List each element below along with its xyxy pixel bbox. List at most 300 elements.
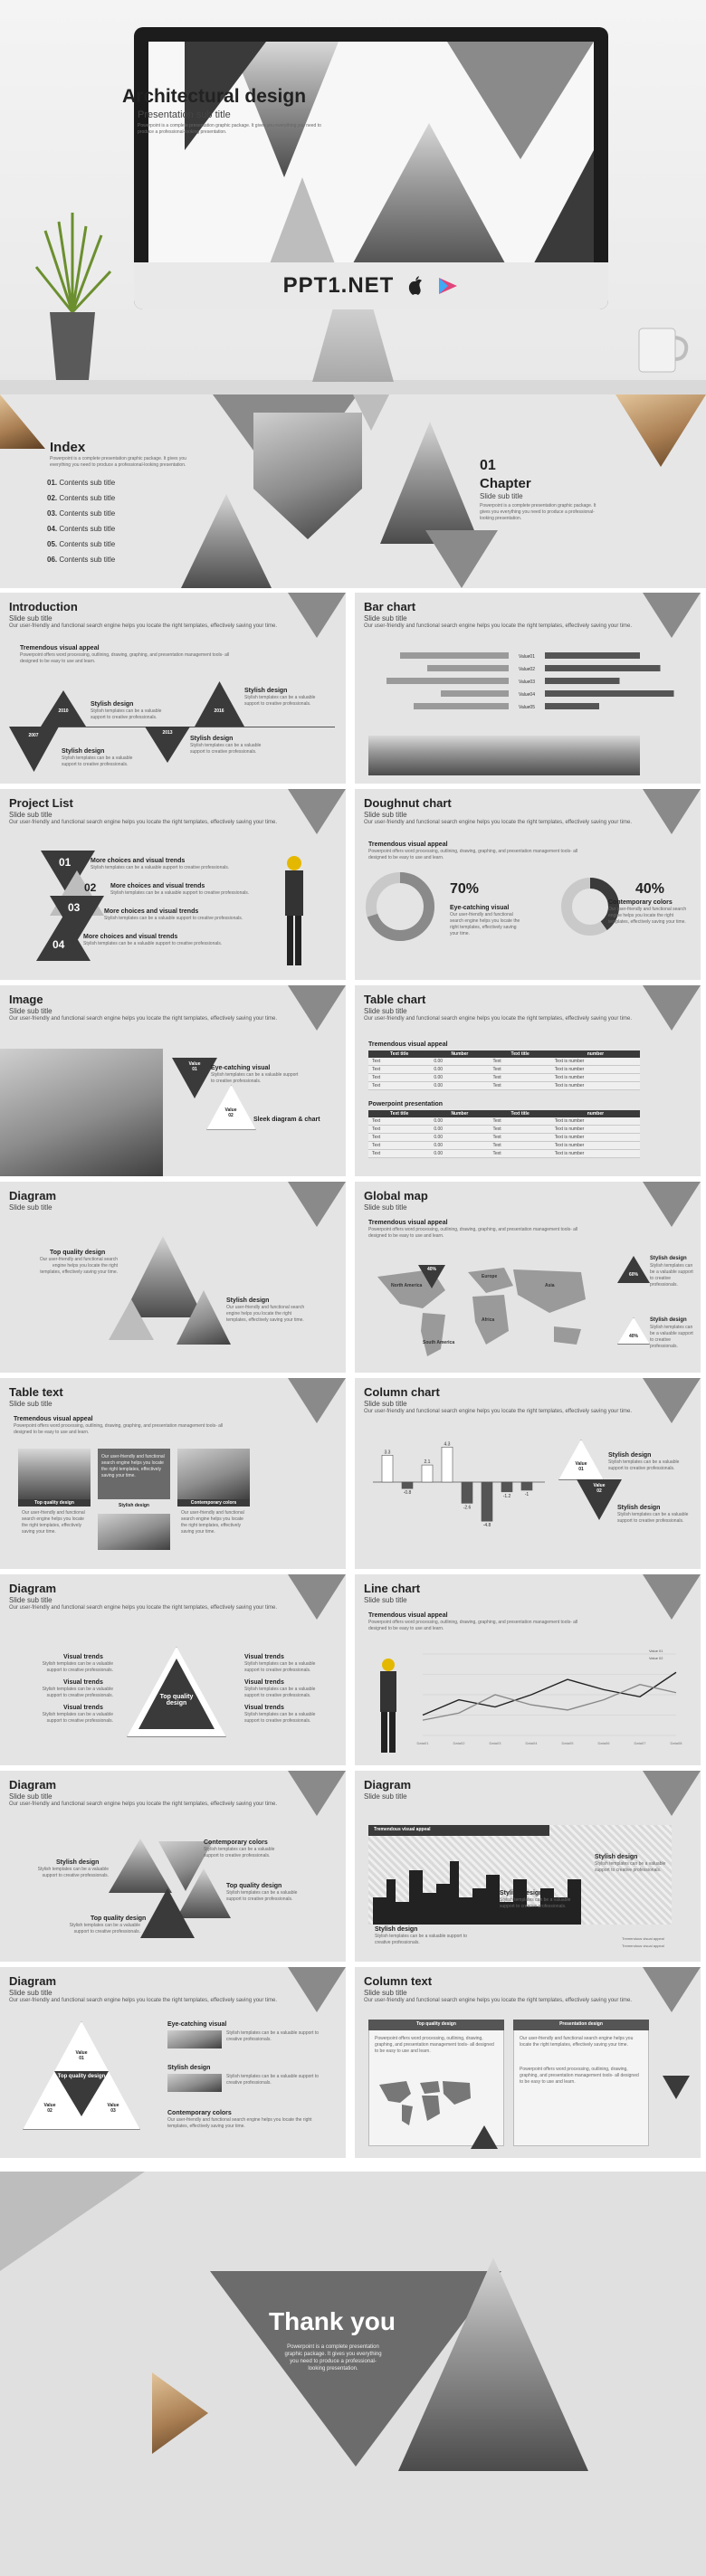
- slide-subtitle: Slide sub title: [364, 614, 407, 623]
- column-text-h1: Top quality design: [416, 2021, 456, 2027]
- bar-right: [545, 690, 674, 697]
- diagram2-right-3-body: Stylish templates can be a valuable support to creative professionals.: [244, 1712, 316, 1724]
- index-item-5[interactable]: [47, 540, 115, 548]
- index-item-6[interactable]: [47, 556, 115, 564]
- index-tagline: Powerpoint is a complete presentation graphic package. It gives you everything you need to produce a professional-looking presentation.: [50, 456, 186, 468]
- bar-category-label: Value01: [519, 654, 535, 660]
- slide-corner-triangle: [288, 1574, 346, 1620]
- line-x-tick: Data02: [453, 1741, 465, 1745]
- map-marker-2: [617, 1317, 650, 1345]
- slide-global-map: [355, 1182, 701, 1373]
- line-x-tick: Data01: [416, 1741, 429, 1745]
- hero-brand-bar: [134, 262, 608, 309]
- project-num-4: 04: [52, 938, 65, 951]
- column-h2: Stylish design: [617, 1505, 661, 1511]
- index-photo-city: [181, 494, 272, 588]
- index-num: 03.: [47, 509, 58, 518]
- table-row: [368, 1058, 640, 1066]
- slide-index: [0, 394, 706, 588]
- slide-title: Diagram: [9, 1189, 57, 1202]
- project-item-3-body: Stylish templates can be a valuable support to creative professionals.: [104, 916, 243, 921]
- year-2016: 2016: [214, 708, 224, 714]
- index-item-4[interactable]: [47, 525, 115, 533]
- table-text-cell-1-body: Our user-friendly and functional search engine helps you locate the right templates, effectively saving your time.: [22, 1510, 85, 1535]
- plant-icon: [27, 204, 118, 385]
- slide-column-chart: [355, 1378, 701, 1569]
- diagram5-value-2: Value 02: [43, 2103, 56, 2114]
- slide-subtitle: Slide sub title: [364, 1596, 407, 1604]
- table-cell: Text is number: [551, 1126, 640, 1134]
- hero-banner: [0, 0, 706, 394]
- diagram5-photo-strip-2: [167, 2074, 222, 2092]
- slide-corner-triangle: [643, 789, 701, 834]
- table-header-cell: Text title: [368, 1050, 430, 1058]
- diagram5-item-1-body: Stylish templates can be a valuable support to creative professionals.: [226, 2030, 320, 2042]
- diagram2-right-3: Visual trends: [244, 1705, 284, 1711]
- hero-gray-triangle: [447, 42, 594, 159]
- slide-subtitle: Slide sub title: [9, 1203, 52, 1212]
- project-item-1-body: Stylish templates can be a valuable support to creative professionals.: [91, 865, 230, 870]
- doughnut-percent: 40%: [635, 881, 665, 897]
- slide-subtitle: Slide sub title: [364, 1203, 407, 1212]
- table-row: [368, 1082, 640, 1090]
- column-h1: Stylish design: [608, 1452, 652, 1459]
- chapter-corner-photo: [615, 394, 706, 467]
- slide-desc: Our user-friendly and functional search engine helps you locate the right templates, effectively saving your time.: [364, 1409, 633, 1414]
- diagram2-right-1: Visual trends: [244, 1654, 284, 1660]
- index-label: Contents sub title: [59, 479, 116, 487]
- slide-title: Global map: [364, 1189, 428, 1202]
- map-percent-3: 40%: [628, 1334, 638, 1339]
- column-text-body-3: Powerpoint offers word processing, outlining, drawing, graphing, and presentation management tools- all designed to be easy to use and learn.: [520, 2067, 639, 2085]
- slide-introduction: [0, 593, 346, 784]
- diagram2-left-2-body: Stylish templates can be a valuable support to creative professionals.: [42, 1687, 113, 1698]
- table-row: [368, 1117, 640, 1126]
- bar-category-label: Value02: [519, 667, 535, 672]
- worker-figure-icon: [276, 852, 312, 970]
- diagram2-left-3: Visual trends: [63, 1705, 103, 1711]
- line-x-tick: Data05: [561, 1741, 574, 1745]
- hero-tagline: Powerpoint is a complete presentation graphic package. It gives you everything you need to produce a professional-looking presentation.: [138, 123, 321, 135]
- column-chart-svg: [368, 1428, 549, 1545]
- chapter-title: Chapter: [480, 476, 531, 491]
- project-item-4-body: Stylish templates can be a valuable support to creative professionals.: [83, 941, 223, 946]
- slide-subtitle: Slide sub title: [9, 1989, 52, 1997]
- diagram4-item-3-body: Stylish templates can be a valuable support to creative professionals.: [375, 1934, 468, 1945]
- timeline-triangle-2016: [195, 681, 244, 727]
- region-north-america: North America: [391, 1283, 423, 1288]
- region-south-america: South America: [423, 1340, 455, 1345]
- slide-subtitle: Slide sub title: [364, 811, 407, 819]
- diagram4-item-1: Stylish design: [595, 1854, 638, 1860]
- column-value-2: Value 02: [593, 1483, 606, 1494]
- intro-body: Powerpoint offers word processing, outlining, drawing, graphing, and presentation management tools- all designed to be easy to use and learn.: [20, 652, 230, 664]
- diagram2-right-1-body: Stylish templates can be a valuable support to creative professionals.: [244, 1661, 316, 1673]
- image-h1: Eye-catching visual: [211, 1065, 271, 1071]
- map-percent-1: 40%: [426, 1267, 436, 1272]
- slide-desc: Our user-friendly and functional search engine helps you locate the right templates, effectively saving your time.: [364, 1998, 633, 2003]
- slide-subtitle: Slide sub title: [9, 1596, 52, 1604]
- slide-title: Image: [9, 993, 43, 1006]
- column-data-label: 3.3: [384, 1450, 391, 1456]
- index-num: 06.: [47, 556, 58, 564]
- project-item-2: More choices and visual trends: [110, 883, 205, 889]
- table-text-photo-1: [18, 1449, 91, 1499]
- table-cell: Text: [489, 1066, 550, 1074]
- column-bar: [442, 1447, 453, 1482]
- slide-table-chart: [355, 985, 701, 1176]
- brand-name: PPT1.NET: [282, 273, 395, 298]
- column-text-h2: Presentation design: [559, 2021, 603, 2027]
- hero-title: Architectural design: [122, 86, 307, 107]
- image-value-2: Value 02: [224, 1107, 237, 1118]
- bar-left: [400, 652, 509, 659]
- slide-title: Doughnut chart: [364, 796, 452, 810]
- hero-light-triangle: [266, 177, 339, 273]
- table-row: [368, 1142, 640, 1150]
- table-text-cell-3-label: Contemporary colors: [190, 1500, 237, 1506]
- index-num: 05.: [47, 540, 58, 548]
- index-label: Contents sub title: [59, 525, 116, 533]
- slide-desc: Our user-friendly and functional search engine helps you locate the right templates, effectively saving your time.: [9, 820, 278, 825]
- chapter-subtitle: Slide sub title: [480, 492, 523, 500]
- column-data-label: -1.2: [502, 1493, 511, 1499]
- region-europe: Europe: [482, 1274, 498, 1279]
- project-item-3: More choices and visual trends: [104, 908, 199, 915]
- slide-title: Project List: [9, 796, 73, 810]
- table-heading-2: Powerpoint presentation: [368, 1101, 444, 1107]
- slide-corner-triangle: [643, 1967, 701, 2012]
- slide-desc: Our user-friendly and functional search engine helps you locate the right templates, effectively saving your time.: [9, 1605, 278, 1611]
- table-cell: Text: [368, 1126, 430, 1134]
- slide-diagram-5: [0, 1967, 346, 2158]
- slide-title: Introduction: [9, 600, 78, 613]
- doughnut-left-body: Our user-friendly and functional search engine helps you locate the right templates, effectively saving your time.: [450, 912, 520, 936]
- slide-corner-triangle: [643, 593, 701, 638]
- slide-corner-triangle: [288, 985, 346, 1031]
- index-num: 01.: [47, 479, 58, 487]
- table-cell: Text: [368, 1134, 430, 1142]
- table-heading-1: Tremendous visual appeal: [368, 1041, 448, 1048]
- table-cell: Text: [489, 1117, 550, 1126]
- diagram2-right-2-body: Stylish templates can be a valuable support to creative professionals.: [244, 1687, 316, 1698]
- diagram5-item-3-body: Our user-friendly and functional search engine helps you locate the right templates, effectively saving your time.: [167, 2117, 312, 2129]
- year-2007: 2007: [28, 733, 39, 738]
- slide-subtitle: Slide sub title: [364, 1400, 407, 1408]
- image-value-1: Value 01: [188, 1061, 201, 1072]
- table-cell: 0.00: [430, 1066, 489, 1074]
- diagram4-legend-2: Tremendous visual appeal: [622, 1944, 664, 1948]
- table-cell: Text: [368, 1142, 430, 1150]
- table-cell: Text: [368, 1066, 430, 1074]
- chapter-photo: [380, 422, 480, 544]
- diagram4-item-3: Stylish design: [375, 1926, 418, 1933]
- bar-left: [386, 678, 509, 684]
- table-cell: Text: [489, 1150, 550, 1158]
- diagram1-h1: Top quality design: [50, 1250, 106, 1256]
- slide-subtitle: Slide sub title: [9, 1792, 52, 1801]
- bar-category-label: Value04: [519, 692, 535, 698]
- doughnut-left-label: Eye-catching visual: [450, 905, 510, 911]
- slide-diagram-1: [0, 1182, 346, 1373]
- chapter-triangle: [425, 530, 498, 588]
- slide-desc: Our user-friendly and functional search engine helps you locate the right templates, effectively saving your time.: [9, 1016, 278, 1022]
- index-label: Contents sub title: [59, 556, 116, 564]
- table-row: [368, 1126, 640, 1134]
- diagram3-item-3-body: Stylish templates can be a valuable support to creative professionals.: [226, 1890, 298, 1902]
- table-row: [368, 1066, 640, 1074]
- table-text-cell-1-label: Top quality design: [34, 1500, 74, 1506]
- diagram1-h1-body: Our user-friendly and functional search engine helps you locate the right templates, effectively saving your time.: [39, 1257, 118, 1275]
- line-legend-entry: Value 02: [649, 1656, 663, 1660]
- slide-title: Diagram: [364, 1778, 412, 1792]
- slide-title: Line chart: [364, 1582, 421, 1595]
- diagram1-h2: Stylish design: [226, 1298, 270, 1304]
- column-text-body-2: Our user-friendly and functional search engine helps you locate the right templates, effectively saving your time.: [520, 2036, 634, 2048]
- table-cell: Text: [489, 1058, 550, 1066]
- line-series-2: [423, 1685, 676, 1720]
- project-item-1: More choices and visual trends: [91, 858, 186, 864]
- map-h1: Stylish design: [650, 1256, 687, 1261]
- column-h1-body: Stylish templates can be a valuable support to creative professionals.: [608, 1459, 680, 1471]
- region-asia: Asia: [545, 1283, 555, 1288]
- line-x-tick: Data07: [634, 1741, 646, 1745]
- diagram2-left-3-body: Stylish templates can be a valuable support to creative professionals.: [42, 1712, 113, 1724]
- diagram3-item-4: Top quality design: [91, 1915, 147, 1922]
- diagram5-item-3: Contemporary colors: [167, 2110, 232, 2116]
- intro-heading: Tremendous visual appeal: [20, 645, 100, 651]
- chapter-number: 01: [480, 458, 496, 473]
- table-cell: Text is number: [551, 1150, 640, 1158]
- index-num: 02.: [47, 494, 58, 502]
- table-cell: Text: [368, 1074, 430, 1082]
- index-corner-photo: [0, 394, 45, 449]
- slide-subtitle: Slide sub title: [9, 811, 52, 819]
- table-cell: Text is number: [551, 1082, 640, 1090]
- table-cell: Text: [368, 1058, 430, 1066]
- slide-corner-triangle: [288, 593, 346, 638]
- slide-bar-chart: [355, 593, 701, 784]
- slide-column-text: [355, 1967, 701, 2158]
- slide-corner-triangle: [643, 985, 701, 1031]
- bar-category-label: Value05: [519, 705, 535, 710]
- year-2010: 2010: [58, 708, 69, 714]
- line-x-tick: Data03: [489, 1741, 501, 1745]
- slide-title: Diagram: [9, 1974, 57, 1988]
- slide-desc: Our user-friendly and functional search engine helps you locate the right templates, effectively saving your time.: [364, 820, 633, 825]
- doughnut-body: Powerpoint offers word processing, outlining, drawing, graphing, and presentation management tools- all designed to be easy to use and learn.: [368, 849, 578, 860]
- apple-icon: [406, 276, 425, 296]
- diagram3-item-1: Stylish design: [56, 1859, 100, 1866]
- index-item-1[interactable]: [47, 479, 115, 487]
- bar-left: [414, 703, 509, 709]
- slide-subtitle: Slide sub title: [9, 614, 52, 623]
- table-cell: Text is number: [551, 1134, 640, 1142]
- table-chart-2: [368, 1110, 640, 1158]
- project-item-2-body: Stylish templates can be a valuable support to creative professionals.: [110, 890, 250, 896]
- slide-title: Diagram: [9, 1582, 57, 1595]
- bar-chart-skyline-photo: [368, 736, 640, 775]
- slide-corner-triangle: [288, 789, 346, 834]
- table-header-cell: Number: [430, 1110, 489, 1117]
- table-cell: Text is number: [551, 1066, 640, 1074]
- table-header-cell: Number: [430, 1050, 489, 1058]
- slide-subtitle: Slide sub title: [364, 1007, 407, 1015]
- diagram2-left-2: Visual trends: [63, 1679, 103, 1686]
- table-text-cell-3-body: Our user-friendly and functional search engine helps you locate the right templates, effectively saving your time.: [181, 1510, 244, 1535]
- map-marker-1: [617, 1256, 650, 1283]
- line-x-tick: Data08: [670, 1741, 682, 1745]
- diagram1-h2-body: Our user-friendly and functional search engine helps you locate the right templates, effectively saving your time.: [226, 1305, 305, 1323]
- bar-right: [545, 665, 661, 671]
- column-text-triangle-2: [663, 2076, 690, 2099]
- table-cell: 0.00: [430, 1117, 489, 1126]
- slide-desc: Our user-friendly and functional search engine helps you locate the right templates, effectively saving your time.: [364, 1016, 633, 1022]
- column-bar: [422, 1465, 433, 1482]
- table-cell: Text: [489, 1142, 550, 1150]
- bar-right: [545, 678, 620, 684]
- column-data-label: -0.8: [403, 1490, 412, 1497]
- diagram3-item-3: Top quality design: [226, 1883, 282, 1889]
- bar-right: [545, 703, 599, 709]
- table-text-body: Powerpoint offers word processing, outlining, drawing, graphing, and presentation management tools- all designed to be easy to use and learn.: [14, 1423, 224, 1435]
- diagram3-item-2-body: Stylish templates can be a valuable support to creative professionals.: [204, 1847, 275, 1858]
- monitor-stand: [312, 309, 394, 382]
- diagram5-item-1: Eye-catching visual: [167, 2021, 227, 2028]
- slide-desc: Our user-friendly and functional search engine helps you locate the right templates, effectively saving your time.: [9, 623, 278, 629]
- index-label: Contents sub title: [59, 509, 116, 518]
- doughnut-right-label: Contemporary colors: [608, 899, 673, 906]
- column-h2-body: Stylish templates can be a valuable support to creative professionals.: [617, 1512, 689, 1524]
- table-text-photo-2: [98, 1514, 170, 1550]
- slide-title: Column chart: [364, 1385, 440, 1399]
- column-bar: [482, 1482, 492, 1521]
- column-data-label: -4.8: [482, 1523, 491, 1529]
- table-row: [368, 1150, 640, 1158]
- doughnut-percent: 70%: [450, 881, 480, 897]
- slide-corner-triangle: [288, 1378, 346, 1423]
- table-cell: Text is number: [551, 1058, 640, 1066]
- diagram4-item-1-body: Stylish templates can be a valuable support to creative professionals.: [595, 1861, 666, 1873]
- world-map-icon: [375, 2076, 474, 2130]
- intro-item-1-title: Stylish design: [91, 701, 134, 708]
- table-cell: Text: [368, 1082, 430, 1090]
- table-cell: Text: [489, 1126, 550, 1134]
- diagram4-item-2-body: Stylish templates can be a valuable support to creative professionals.: [500, 1897, 571, 1909]
- diagram2-left-1: Visual trends: [63, 1654, 103, 1660]
- table-cell: 0.00: [430, 1134, 489, 1142]
- slide-image: [0, 985, 346, 1176]
- slide-corner-triangle: [288, 1967, 346, 2012]
- index-title: Index: [50, 440, 86, 455]
- thanks-photo-handshake: [152, 2372, 208, 2454]
- table-header-cell: number: [551, 1110, 640, 1117]
- table-cell: 0.00: [430, 1074, 489, 1082]
- slide-corner-triangle: [288, 1771, 346, 1816]
- diagram5-center: Top quality design: [57, 2074, 106, 2079]
- table-cell: 0.00: [430, 1142, 489, 1150]
- map-body: Powerpoint offers word processing, outlining, drawing, graphing, and presentation management tools- all designed to be easy to use and learn.: [368, 1227, 578, 1239]
- hero-dark-triangle-right: [529, 150, 594, 273]
- line-body: Powerpoint offers word processing, outlining, drawing, graphing, and presentation management tools- all designed to be easy to use and learn.: [368, 1620, 578, 1631]
- column-text-body-1: Powerpoint offers word processing, outlining, drawing, graphing, and presentation management tools- all designed to be easy to use and learn.: [375, 2036, 494, 2054]
- diagram5-photo-strip-1: [167, 2030, 222, 2048]
- line-x-tick: Data06: [597, 1741, 610, 1745]
- slide-corner-triangle: [643, 1574, 701, 1620]
- index-item-2[interactable]: [47, 494, 115, 502]
- diagram2-left-1-body: Stylish templates can be a valuable support to creative professionals.: [42, 1661, 113, 1673]
- diagram2-right-2: Visual trends: [244, 1679, 284, 1686]
- slide-diagram-3: [0, 1771, 346, 1962]
- slide-subtitle: Slide sub title: [9, 1007, 52, 1015]
- bar-category-label: Value03: [519, 680, 535, 685]
- table-chart-1: [368, 1050, 640, 1090]
- column-bar: [521, 1482, 532, 1490]
- slide-title: Diagram: [9, 1778, 57, 1792]
- map-h2: Stylish design: [650, 1317, 687, 1323]
- city-skyline-icon: [373, 1852, 590, 1925]
- project-num-3: 03: [68, 901, 81, 914]
- map-h2-body: Stylish templates can be a valuable support to creative professionals.: [650, 1325, 693, 1349]
- slide-subtitle: Slide sub title: [9, 1400, 52, 1408]
- table-header-cell: number: [551, 1050, 640, 1058]
- map-h1-body: Stylish templates can be a valuable support to creative professionals.: [650, 1263, 693, 1288]
- image-h1-body: Stylish templates can be a valuable support to creative professionals.: [211, 1072, 299, 1084]
- column-bar: [382, 1455, 393, 1482]
- slide-subtitle: Slide sub title: [364, 1792, 407, 1801]
- image-h2: Sleek diagram & chart: [253, 1117, 320, 1123]
- project-item-4: More choices and visual trends: [83, 934, 178, 940]
- table-cell: Text is number: [551, 1074, 640, 1082]
- slide-diagram-4: [355, 1771, 701, 1962]
- doughnut-right-body: Our user-friendly and functional search engine helps you locate the right templates, effectively saving your time.: [608, 907, 687, 925]
- column-data-label: -1: [524, 1492, 530, 1497]
- project-num-1: 01: [59, 856, 72, 869]
- table-cell: Text: [368, 1117, 430, 1126]
- diagram5-value-3: Value 03: [107, 2103, 119, 2114]
- table-row: [368, 1134, 640, 1142]
- year-2013: 2013: [162, 730, 173, 736]
- powerpoint-icon: [437, 276, 459, 296]
- coffee-cup-icon: [634, 321, 692, 375]
- doughnut-heading: Tremendous visual appeal: [368, 841, 448, 848]
- table-header-cell: Text title: [489, 1050, 550, 1058]
- table-cell: 0.00: [430, 1126, 489, 1134]
- index-photo-workers: [253, 413, 362, 539]
- slide-table-text: [0, 1378, 346, 1569]
- bar-left: [441, 690, 509, 697]
- intro-item-4-body: Stylish templates can be a valuable support to creative professionals.: [62, 756, 133, 767]
- diagram4-item-2: Stylish design: [500, 1890, 543, 1896]
- table-cell: Text: [489, 1074, 550, 1082]
- thanks-text: Powerpoint is a complete presentation graphic package. It gives you everything you need to produce a professional-looking presentation.: [284, 2344, 382, 2372]
- table-cell: Text: [368, 1150, 430, 1158]
- table-cell: Text is number: [551, 1117, 640, 1126]
- table-header-cell: Text title: [368, 1110, 430, 1117]
- hero-subtitle: Presentation sub title: [138, 109, 231, 120]
- table-header-cell: Text title: [489, 1110, 550, 1117]
- index-item-3[interactable]: [47, 509, 115, 518]
- bar-left: [427, 665, 509, 671]
- table-cell: 0.00: [430, 1150, 489, 1158]
- column-bar: [462, 1482, 472, 1503]
- diagram5-item-2: Stylish design: [167, 2065, 211, 2071]
- diagram4-heading: Tremendous visual appeal: [374, 1827, 431, 1832]
- project-num-2: 02: [84, 881, 97, 894]
- chapter-desc: Powerpoint is a complete presentation graphic package. It gives you everything you need to produce a professional-looking presentation.: [480, 503, 596, 521]
- monitor-screen: [148, 42, 594, 273]
- table-text-cell-2-body: Our user-friendly and functional search engine helps you locate the right templates, effectively saving your time.: [101, 1454, 165, 1478]
